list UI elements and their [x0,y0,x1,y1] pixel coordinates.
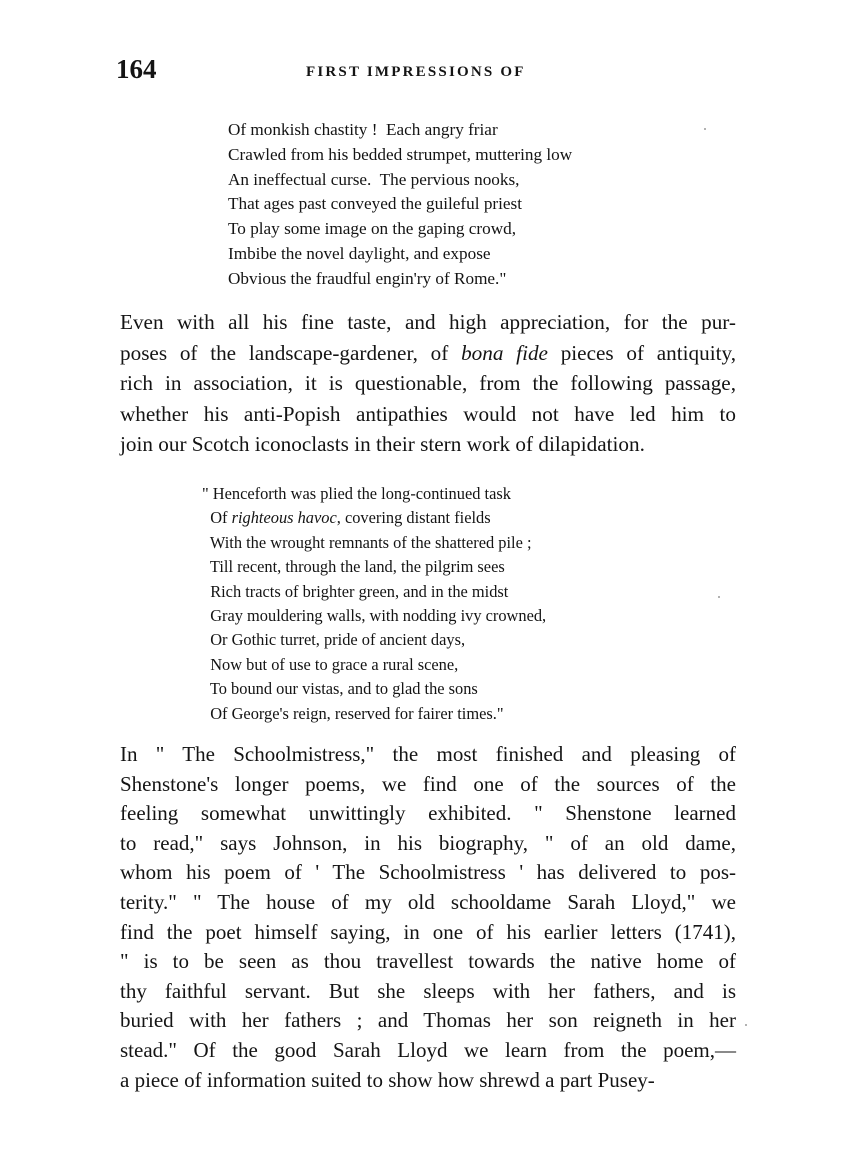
page-header [116,54,736,94]
text-line: find the poet himself saying, in one of his earlier letters (1741), [120,919,736,944]
verse-line: Crawled from his bedded strumpet, muttering low [228,144,573,164]
verse-line: Gray mouldering walls, with nodding ivy crowned, [202,606,547,626]
running-head: FIRST IMPRESSIONS OF [306,64,526,80]
text-line: thy faithful servant. But she sleeps with her fathers, and is [120,978,736,1003]
paper-speck [745,1024,747,1026]
text-line: poses of the landscape-gardener, of bona fide pieces of antiquity, [120,340,736,365]
poem-quotation-2 [202,482,546,726]
text-line: stead." Of the good Sarah Lloyd we learn from the poem,— [120,1037,736,1062]
text-line: rich in association, it is questionable, from the following passage, [120,371,736,396]
verse-line: Obvious the fraudful engin'ry of Rome." [228,268,507,288]
text-line: whom his poem of ' The Schoolmistress ' has delivered to pos- [120,860,736,885]
text-line: terity." " The house of my old schooldame Sarah Lloyd," we [120,889,736,914]
verse-line: Or Gothic turret, pride of ancient days, [202,630,466,650]
text-line: a piece of information suited to show how shrewd a part Pusey- [120,1067,655,1092]
verse-line: Of George's reign, reserved for fairer times." [202,703,504,723]
verse-line: " Henceforth was plied the long-continued task [202,484,511,503]
text-line: In " The Schoolmistress," the most finished and pleasing of [120,742,736,766]
verse-line: Rich tracts of brighter green, and in the midst [202,581,509,601]
text-line: Even with all his fine taste, and high appreciation, for the pur- [120,310,736,334]
paper-speck [704,128,706,130]
verse-line: Till recent, through the land, the pilgrim sees [202,557,505,577]
text-line: buried with her fathers ; and Thomas her son reigneth in her [120,1008,736,1033]
text-line: " is to be seen as thou travellest towards the native home of [120,949,736,974]
verse-line: An ineffectual curse. The pervious nooks, [228,169,520,189]
verse-line: Imbibe the novel daylight, and expose [228,243,491,263]
italic-phrase: righteous havoc [231,508,337,528]
page-number: 164 [116,54,157,84]
text-line: feeling somewhat unwittingly exhibited. " Shenstone learned [120,801,736,826]
text-line: to read," says Johnson, in his biography, " of an old dame, [120,830,736,855]
text-line: Shenstone's longer poems, we find one of the sources of the [120,771,736,796]
text-line: whether his anti-Popish antipathies would not have led him to [120,401,736,426]
italic-phrase: bona fide [461,340,548,365]
verse-line: To bound our vistas, and to glad the sons [202,679,478,699]
paper-speck [718,596,720,598]
verse-line: That ages past conveyed the guileful priest [228,194,523,214]
verse-line: Of righteous havoc, covering distant fields [202,508,491,528]
paragraph-1 [120,307,736,460]
verse-line: To play some image on the gaping crowd, [228,219,517,239]
verse-line: Now but of use to grace a rural scene, [202,654,459,674]
verse-line: With the wrought remnants of the shattered pile ; [202,532,532,552]
poem-quotation-1 [228,118,572,292]
paragraph-2 [120,740,736,1095]
verse-line: Of monkish chastity ! Each angry friar [228,120,498,139]
text-line: join our Scotch iconoclasts in their stern work of dilapidation. [120,432,645,457]
